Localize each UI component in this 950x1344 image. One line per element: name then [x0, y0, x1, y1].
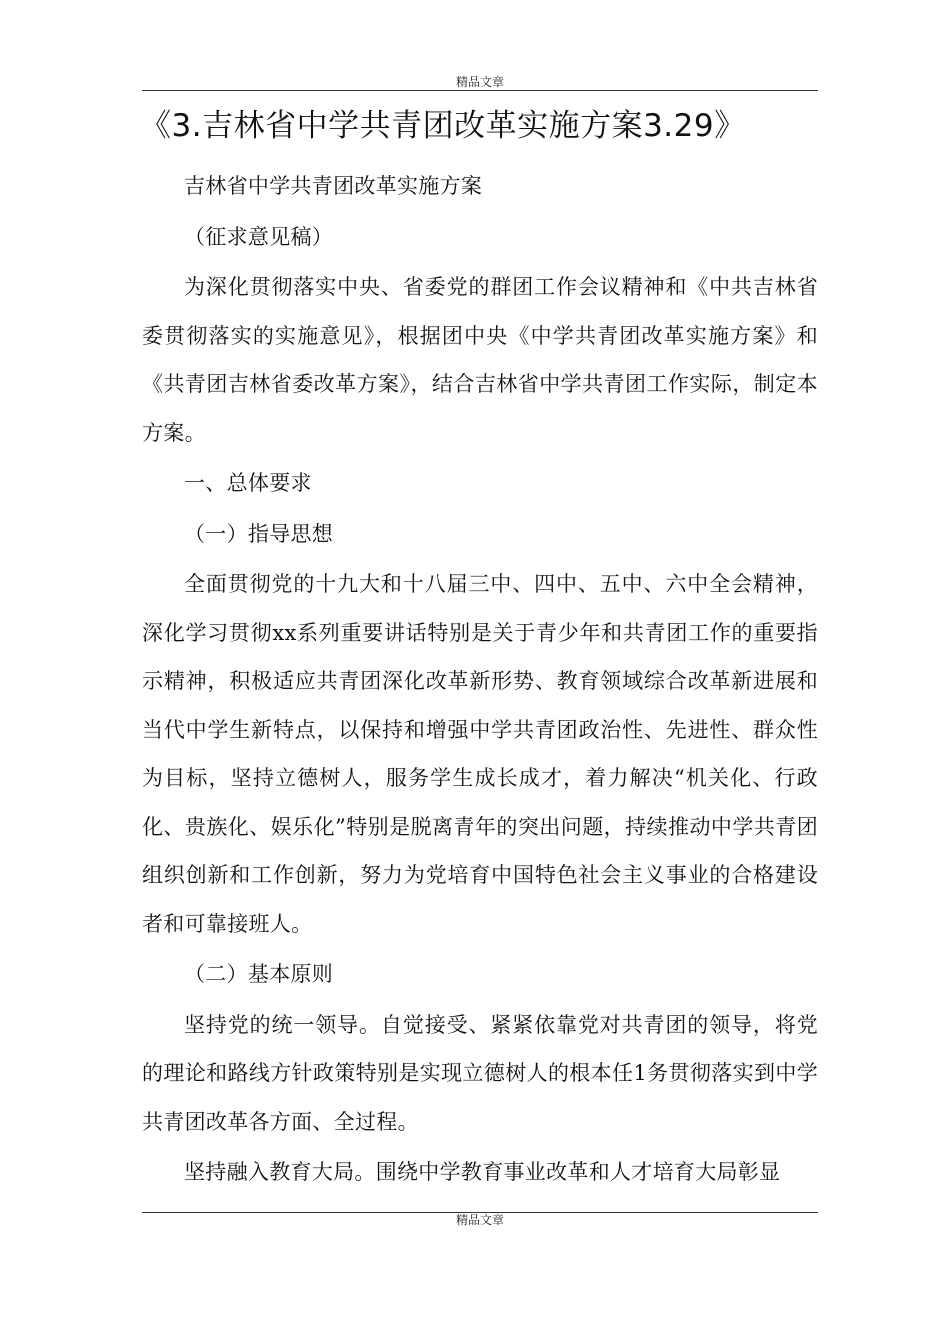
- page-header: 精品文章: [142, 76, 818, 91]
- section-heading-overall-requirements: 一、总体要求: [184, 471, 312, 495]
- document-title: 《3.吉林省中学共青团改革实施方案3.29》: [140, 108, 746, 144]
- page-footer: 精品文章: [142, 1212, 818, 1226]
- document-body: [142, 162, 818, 1199]
- guiding-thought-paragraph: 全面贯彻党的十九大和十八届三中、四中、五中、六中全会精神，深化学习贯彻xx系列重要讲话特别是关于青少年和共青团工作的重要指示精神，积极适应共青团深化改革新形势、教育领域综合改革新进展和当代中学生新特点，以保持和增强中学共青团政治性、先进性、群众性为目标，坚持立德树人，服务学生成长成才，着力解决“机关化、行政化、贵族化、娱乐化”特别是脱离青年的突出问题，持续推动中学共青团组织创新和工作创新，努力为党培育中国特色社会主义事业的合格建设者和可靠接班人。: [142, 572, 818, 936]
- draft-note: （征求意见稿）: [184, 224, 334, 249]
- subsection-heading-guiding-thought: （一）指导思想: [184, 521, 334, 546]
- subtitle: 吉林省中学共青团改革实施方案: [184, 174, 483, 198]
- principle-paragraph-education: 坚持融入教育大局。围绕中学教育事业改革和人才培育大局彰显: [184, 1160, 781, 1184]
- principle-paragraph-party-leadership: 坚持党的统一领导。自觉接受、紧紧依靠党对共青团的领导，将党的理论和路线方针政策特别是实现立德树人的根本任1务贯彻落实到中学共青团改革各方面、全过程。: [142, 1012, 818, 1134]
- subsection-heading-basic-principles: （二）基本原则: [184, 962, 334, 986]
- intro-paragraph: 为深化贯彻落实中央、省委党的群团工作会议精神和《中共吉林省委贯彻落实的实施意见》，根据团中央《中学共青团改革实施方案》和《共青团吉林省委改革方案》，结合吉林省中学共青团工作实际，制定本方案。: [142, 275, 818, 445]
